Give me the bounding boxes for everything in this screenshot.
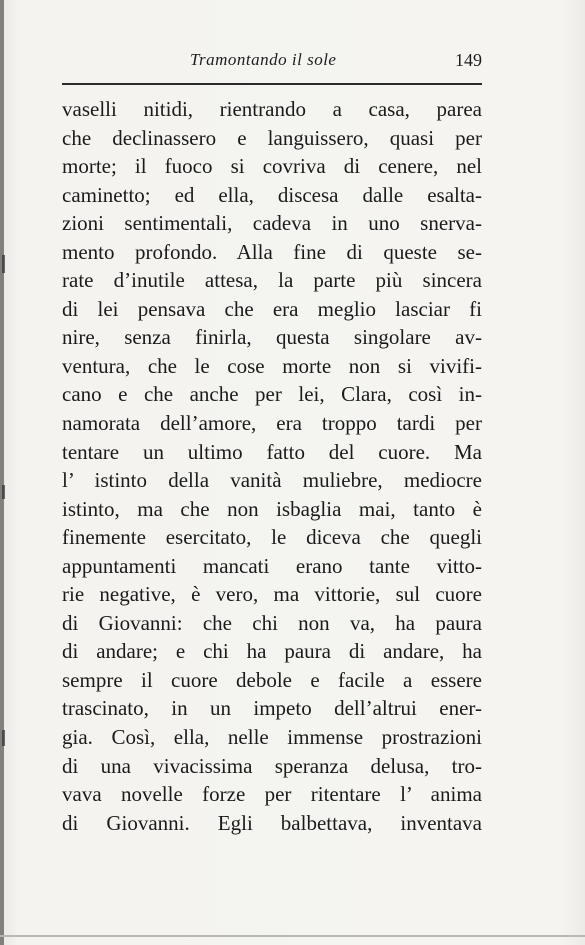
margin-mark [2, 485, 5, 499]
text-line: di lei pensava che era meglio lasciar fi [62, 296, 482, 321]
text-line: che declinassero e languissero, quasi per [62, 125, 482, 150]
margin-mark [2, 730, 5, 746]
text-line: trascinato, in un impeto dell’altrui ener- [62, 696, 482, 721]
text-line: istinto, ma che non isbaglia mai, tanto è [62, 496, 482, 521]
text-line: di Giovanni. Egli balbettava, inventava [62, 810, 482, 835]
text-line: nire, senza finirla, questa singolare av- [62, 325, 482, 350]
text-line: rie negative, è vero, ma vittorie, sul cuore [62, 582, 482, 607]
text-line: mento profondo. Alla fine di queste se- [62, 239, 482, 264]
text-line: caminetto; ed ella, discesa dalle esalta- [62, 182, 482, 207]
text-line: di una vivacissima speranza delusa, tro- [62, 753, 482, 778]
text-line: appuntamenti mancati erano tante vitto- [62, 553, 482, 578]
page-number: 149 [455, 50, 482, 70]
text-line: di andare; e chi ha paura di andare, ha [62, 639, 482, 664]
text-line: ventura, che le cose morte non si vivifi- [62, 353, 482, 378]
running-header [62, 48, 482, 74]
text-line: rate d’inutile attesa, la parte più sincera [62, 268, 482, 293]
body-text [62, 95, 482, 837]
text-line: sempre il cuore debole e facile a essere [62, 667, 482, 692]
page-bottom-edge [0, 935, 585, 937]
page-left-edge-shadow [0, 0, 4, 945]
text-line: morte; il fuoco si covriva di cenere, nel [62, 154, 482, 179]
text-line: vava novelle forze per ritentare l’ anima [62, 782, 482, 807]
text-line: finemente esercitato, le diceva che quegli [62, 525, 482, 550]
text-line: zioni sentimentali, cadeva in uno snerva- [62, 211, 482, 236]
header-rule [62, 83, 482, 85]
text-line: gia. Così, ella, nelle immense prostrazioni [62, 725, 482, 750]
text-line: vaselli nitidi, rientrando a casa, parea [62, 97, 482, 121]
margin-mark [2, 255, 5, 273]
text-line: l’ istinto della vanità muliebre, mediocre [62, 468, 482, 493]
text-line: cano e che anche per lei, Clara, così in- [62, 382, 482, 407]
text-line: di Giovanni: che chi non va, ha paura [62, 610, 482, 635]
text-line: namorata dell’amore, era troppo tardi per [62, 411, 482, 436]
text-line: tentare un ultimo fatto del cuore. Ma [62, 439, 482, 464]
running-title: Tramontando il sole [190, 50, 337, 69]
